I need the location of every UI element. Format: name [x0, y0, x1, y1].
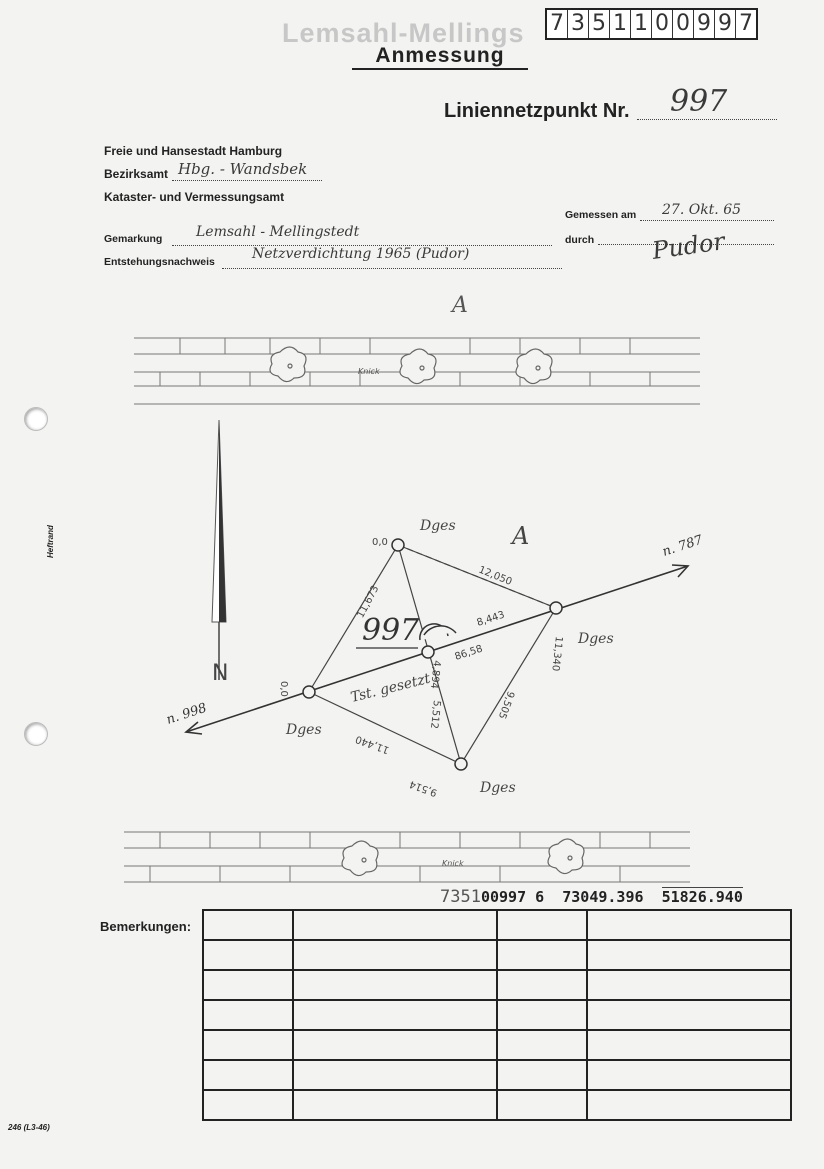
table-cell[interactable]	[293, 1090, 497, 1120]
table-cell[interactable]	[203, 940, 293, 970]
table-cell[interactable]	[587, 1060, 791, 1090]
entstehung-value: Netzverdichtung 1965 (Pudor)	[252, 246, 470, 262]
stamp-digit: 9	[715, 10, 736, 38]
measure-lower-mid: 5,512	[428, 699, 442, 730]
stamp-digit: 7	[739, 11, 753, 36]
table-cell[interactable]	[497, 1060, 587, 1090]
gemarkung-label: Gemarkung	[104, 233, 163, 245]
table-cell[interactable]	[293, 910, 497, 940]
stamp-digit: 1	[610, 10, 631, 38]
table-row	[203, 1030, 791, 1060]
measure-lower-right: 9,505	[495, 689, 516, 721]
table-row	[203, 1090, 791, 1120]
coordinate-line	[440, 887, 743, 907]
table-cell[interactable]	[497, 910, 587, 940]
point-number-value: 997	[670, 84, 728, 119]
table-row	[203, 970, 791, 1000]
table-cell[interactable]	[203, 1060, 293, 1090]
tree-icon	[270, 347, 552, 384]
knick-label-bottom: Knick	[442, 859, 464, 868]
letter-a-top: A	[452, 293, 468, 318]
bezirksamt-line	[172, 180, 322, 181]
stamp-digit: 0	[673, 10, 694, 38]
table-cell[interactable]	[203, 910, 293, 940]
table-row	[203, 910, 791, 940]
point-number-label: Liniennetzpunkt Nr.	[444, 100, 630, 122]
stamp-number-boxes	[545, 8, 758, 40]
table-cell[interactable]	[587, 940, 791, 970]
table-cell[interactable]	[203, 1000, 293, 1030]
north-label: N	[212, 661, 229, 686]
knick-label-top: Knick	[358, 367, 380, 376]
table-cell[interactable]	[587, 1000, 791, 1030]
station-zero-top: 0,0	[372, 537, 388, 548]
stamp-digit: 0	[652, 10, 673, 38]
road-band-bottom	[124, 832, 690, 882]
table-cell[interactable]	[497, 940, 587, 970]
measure-top-right: 12,050	[476, 564, 514, 588]
durch-signature: Pudor	[650, 227, 727, 265]
gemessen-value: 27. Okt. 65	[662, 202, 742, 218]
table-cell[interactable]	[587, 1090, 791, 1120]
gemarkung-value: Lemsahl - Mellingstedt	[196, 224, 360, 240]
measure-angle: 86,58	[453, 643, 485, 663]
point-label-997: 997	[362, 613, 420, 648]
table-cell[interactable]	[497, 1090, 587, 1120]
dges-label-right: Dges	[578, 631, 614, 647]
stamp-digit: 1	[631, 10, 652, 38]
letter-a-mid: A	[512, 522, 530, 550]
stamp-digit: 5	[589, 10, 610, 38]
table-cell[interactable]	[587, 1030, 791, 1060]
table-cell[interactable]	[293, 1000, 497, 1030]
survey-points	[303, 539, 562, 770]
dges-label-top: Dges	[420, 518, 456, 534]
coordinate-prefix: 7351	[440, 887, 481, 907]
measure-right-short: 8,443	[475, 609, 507, 629]
table-cell[interactable]	[293, 970, 497, 1000]
direction-left-label: n. 998	[164, 700, 209, 728]
entstehung-label: Entstehungsnachweis	[104, 256, 215, 268]
form-title	[352, 44, 528, 70]
bezirksamt-label: Bezirksamt	[104, 167, 169, 181]
stamp-digit: 3	[568, 10, 589, 38]
table-cell[interactable]	[587, 970, 791, 1000]
table-row	[203, 1060, 791, 1090]
table-cell[interactable]	[293, 1060, 497, 1090]
faint-header-title: Lemsahl-Mellings	[282, 18, 525, 48]
gemessen-label: Gemessen am	[565, 209, 637, 221]
table-row	[203, 940, 791, 970]
office-line-1: Freie und Hansestadt Hamburg	[104, 144, 283, 158]
measure-right: 11,340	[549, 635, 564, 672]
station-zero-left: 0,0	[278, 681, 289, 697]
tree-icon-bottom	[342, 839, 584, 876]
table-cell[interactable]	[203, 1030, 293, 1060]
coordinate-y: 51826.940	[661, 888, 743, 906]
remarks-label: Bemerkungen:	[100, 919, 192, 934]
stamp-digit: 9	[694, 10, 715, 38]
coordinate-x: 73049.396	[562, 888, 644, 906]
remarks-table	[202, 909, 792, 1121]
measure-center: 4,894	[428, 659, 442, 690]
durch-label: durch	[565, 234, 595, 246]
table-cell[interactable]	[293, 1030, 497, 1060]
heftrand-label: Heftrand	[46, 525, 55, 558]
table-row	[203, 1000, 791, 1030]
north-arrow-icon	[212, 420, 226, 680]
measure-top-left: 11,673	[355, 583, 382, 620]
bezirksamt-value: Hbg. - Wandsbek	[178, 160, 308, 178]
entstehung-line	[222, 268, 562, 269]
table-cell[interactable]	[497, 1000, 587, 1030]
table-cell[interactable]	[203, 1090, 293, 1120]
office-line-3: Kataster- und Vermessungsamt	[104, 190, 285, 204]
coordinate-point-id: 00997 6	[480, 888, 545, 906]
form-code: 246 (L3-46)	[8, 1123, 50, 1132]
table-cell[interactable]	[293, 940, 497, 970]
measure-bottom: 9,514	[408, 777, 439, 799]
direction-right-label: n. 787	[660, 532, 705, 560]
table-cell[interactable]	[497, 1030, 587, 1060]
table-cell[interactable]	[587, 910, 791, 940]
table-cell[interactable]	[497, 970, 587, 1000]
note-tst-gesetzt: Tst. gesetzt	[349, 670, 432, 706]
gemessen-line	[640, 220, 774, 221]
dges-label-bottom: Dges	[480, 780, 516, 796]
table-cell[interactable]	[203, 970, 293, 1000]
dges-label-left: Dges	[286, 722, 322, 738]
measure-lower-left: 11,440	[354, 732, 391, 756]
survey-sketch	[0, 280, 824, 900]
stamp-digit: 7	[547, 10, 568, 38]
form-title-text: Anmessung	[375, 44, 505, 67]
